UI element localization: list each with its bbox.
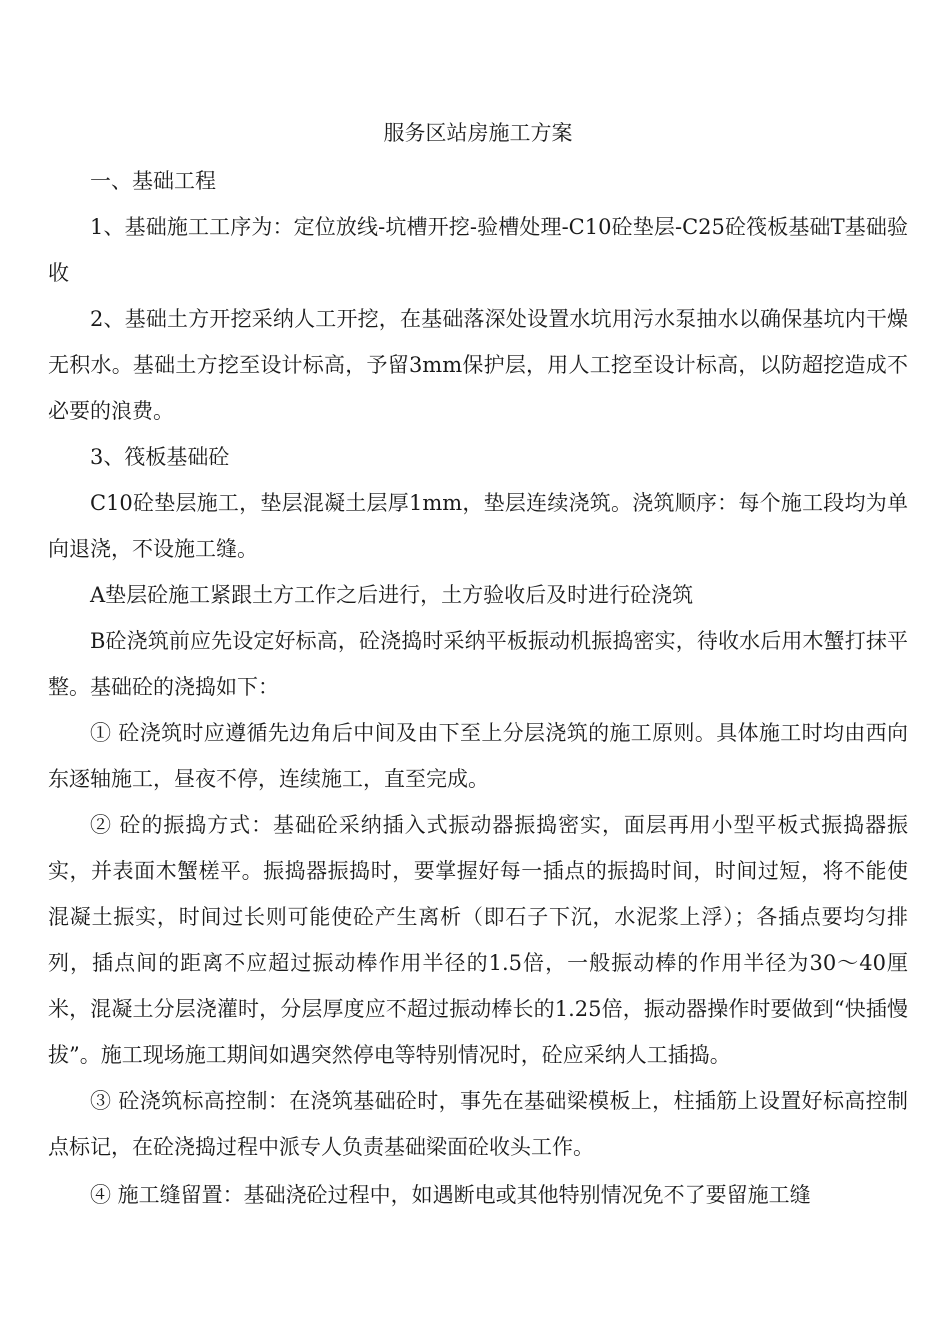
paragraph-item-4: ④ 施工缝留置：基础浇砼过程中，如遇断电或其他特别情况免不了要留施工缝 xyxy=(90,1183,811,1207)
paragraph-a-cushion: A垫层砼施工紧跟土方工作之后进行，土方验收后及时进行砼浇筑 xyxy=(90,583,694,607)
paragraph-1-process: 1、基础施工工序为：定位放线-坑槽开挖-验槽处理-C10砼垫层-C25砼筏板基础T基础验收 xyxy=(48,215,908,285)
paragraph-c10-cushion: C10砼垫层施工，垫层混凝土层厚1mm，垫层连续浇筑。浇筑顺序：每个施工段均为单向退浇，不设施工缝。 xyxy=(48,491,908,561)
section-heading-foundation: 一、基础工程 xyxy=(90,169,216,193)
paragraph-3-raft-heading: 3、筏板基础砼 xyxy=(90,445,230,469)
document-page xyxy=(48,116,908,1218)
paragraph-2-excavation: 2、基础土方开挖采纳人工开挖，在基础落深处设置水坑用污水泵抽水以确保基坑内干燥无积水。基础土方挖至设计标高，予留3mm保护层，用人工挖至设计标高，以防超挖造成不必要的浪费。 xyxy=(48,307,908,423)
paragraph-item-2: ② 砼的振捣方式：基础砼采纳插入式振动器振捣密实，面层再用小型平板式振捣器振实，并表面木蟹槎平。振捣器振捣时，要掌握好每一插点的振捣时间，时间过短，将不能使混凝土振实，时间过长则可能使砼产生离析（即石子下沉，水泥浆上浮）；各插点要均匀排列，插点间的距离不应超过振动棒作用半径的1.5倍，一般振动棒的作用半径为30〜40厘米，混凝土分层浇灌时，分层厚度应不超过振动棒长的1.25倍，振动器操作时要做到“快插慢拔”。施工现场施工期间如遇突然停电等特别情况时，砼应采纳人工插捣。 xyxy=(48,813,908,1067)
page-title: 服务区站房施工方案 xyxy=(383,121,573,145)
paragraph-b-pouring: B砼浇筑前应先设定好标高，砼浇捣时采纳平板振动机振捣密实，待收水后用木蟹打抹平整。基础砼的浇捣如下： xyxy=(48,629,908,699)
paragraph-item-1: ① 砼浇筑时应遵循先边角后中间及由下至上分层浇筑的施工原则。具体施工时均由西向东逐轴施工，昼夜不停，连续施工，直至完成。 xyxy=(48,721,908,791)
paragraph-item-3: ③ 砼浇筑标高控制：在浇筑基础砼时，事先在基础梁模板上，柱插筋上设置好标高控制点标记，在砼浇捣过程中派专人负责基础梁面砼收头工作。 xyxy=(48,1089,908,1159)
